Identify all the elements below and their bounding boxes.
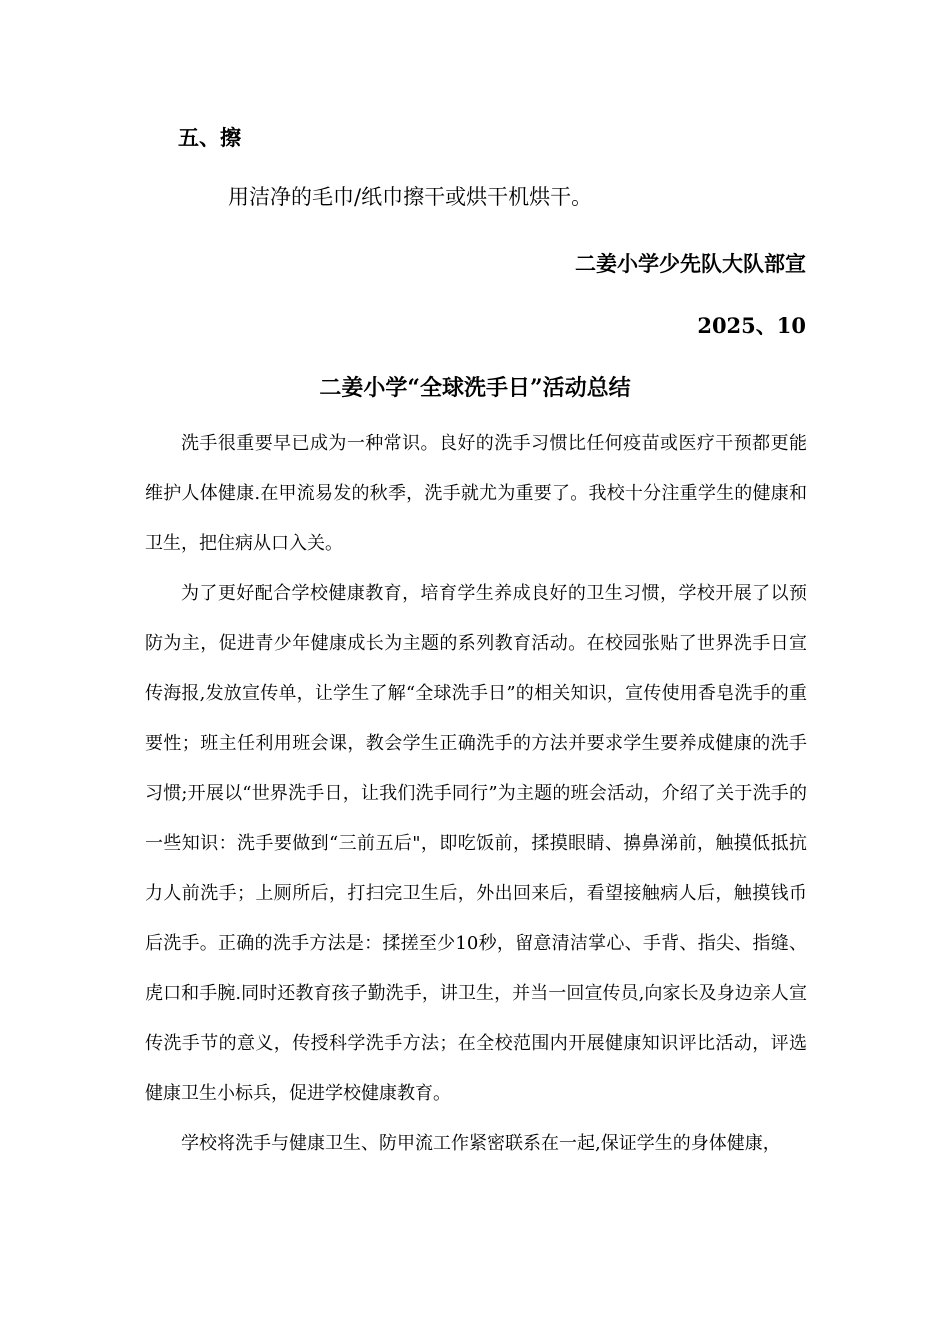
section-heading: 五、擦 xyxy=(178,125,241,150)
paragraph-1: 洗手很重要早已成为一种常识。良好的洗手习惯比任何疫苗或医疗干预都更能维护人体健康.在甲流易发的秋季，洗手就尤为重要了。我校十分注重学生的健康和卫生，把住病从口入关。 xyxy=(145,433,807,554)
signature-date: 2025、10 xyxy=(697,313,806,338)
paragraph-3: 学校将洗手与健康卫生、防甲流工作紧密联系在一起,保证学生的身体健康， xyxy=(181,1133,781,1154)
signature-org: 二姜小学少先队大队部宣 xyxy=(575,251,806,276)
summary-title: 二姜小学“全球洗手日”活动总结 xyxy=(319,375,631,401)
paragraph-2: 为了更好配合学校健康教育，培育学生养成良好的卫生习惯，学校开展了以预防为主，促进青少年健康成长为主题的系列教育活动。在校园张贴了世界洗手日宣传海报,发放宣传单，让学生了解“全球洗手日”的相关知识，宣传使用香皂洗手的重要性；班主任利用班会课，教会学生正确洗手的方法并要求学生要养成健康的洗手习惯;开展以“世界洗手日，让我们洗手同行”为主题的班会活动，介绍了关于洗手的一些知识：洗手要做到“三前五后"，即吃饭前，揉摸眼睛、擤鼻涕前，触摸低抵抗力人前洗手；上厕所后，打扫完卫生后，外出回来后，看望接触病人后，触摸钱币后洗手。正确的洗手方法是：揉搓至少10秒，留意清洁掌心、手背、指尖、指缝、虎口和手腕.同时还教育孩子勤洗手，讲卫生，并当一回宣传员,向家长及身边亲人宣传洗手节的意义，传授科学洗手方法；在全校范围内开展健康知识评比活动，评选健康卫生小标兵，促进学校健康教育。 xyxy=(145,583,807,1104)
step-instruction: 用洁净的毛巾/纸巾擦干或烘干机烘干。 xyxy=(228,185,593,209)
summary-body xyxy=(145,419,807,1169)
